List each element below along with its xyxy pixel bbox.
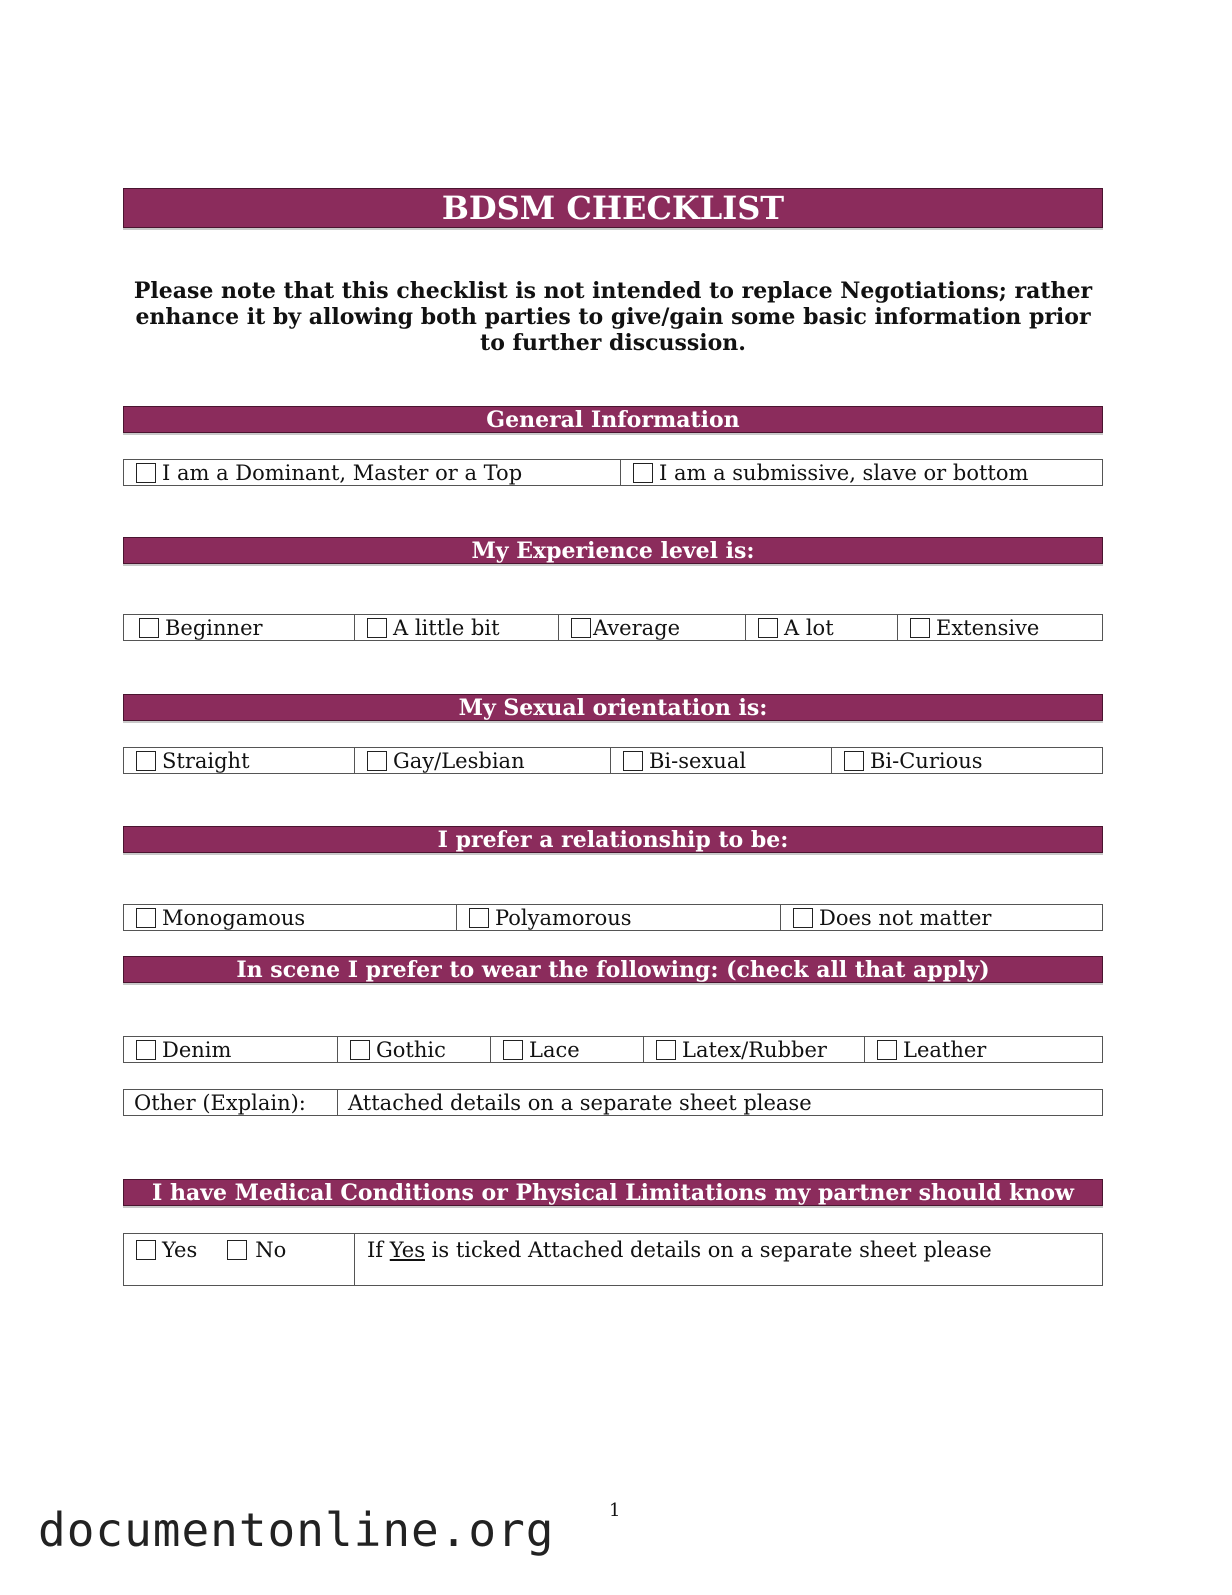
option-label: Monogamous [162,905,306,930]
option-latex-rubber[interactable] [644,1037,865,1062]
option-label: Gay/Lesbian [393,748,525,773]
option-polyamorous[interactable] [457,905,781,930]
option-straight[interactable] [124,748,355,773]
option-average[interactable] [559,615,746,640]
option-label: Bi-Curious [870,748,983,773]
option-label: I am a Dominant, Master or a Top [162,460,523,485]
medical-note-yes: Yes [389,1238,425,1262]
option-label: Gothic [376,1037,446,1062]
general-options-row [123,459,1103,486]
option-submissive[interactable] [621,460,1102,485]
wear-options-row [123,1036,1103,1063]
medical-note-prefix: If [367,1238,390,1262]
checkbox-polyamorous[interactable] [469,908,489,928]
checkbox-does-not-matter[interactable] [793,908,813,928]
medical-row [123,1233,1103,1286]
option-gothic[interactable] [338,1037,491,1062]
checkbox-denim[interactable] [136,1040,156,1060]
option-label: Average [593,615,681,640]
option-monogamous[interactable] [124,905,457,930]
option-yes[interactable] [136,1238,197,1262]
option-label: Beginner [165,615,263,640]
section-general-heading: General Information [123,406,1103,433]
option-denim[interactable] [124,1037,338,1062]
checkbox-bisexual[interactable] [623,751,643,771]
option-label: Polyamorous [495,905,632,930]
option-leather[interactable] [865,1037,1102,1062]
section-orientation-heading: My Sexual orientation is: [123,694,1103,721]
page-number: 1 [609,1500,621,1521]
footer-watermark: documentonline.org [38,1503,555,1557]
medical-note-suffix: is ticked Attached details on a separate sheet please [425,1238,992,1262]
checkbox-straight[interactable] [136,751,156,771]
intro-note: Please note that this checklist is not intended to replace Negotiations; rather enhance it by allowing both parties to give/gain some basic information prior to further discussion. [133,278,1093,356]
other-label: Other (Explain): [124,1090,338,1115]
checkbox-monogamous[interactable] [136,908,156,928]
option-label: A lot [784,615,834,640]
relationship-options-row [123,904,1103,931]
option-extensive[interactable] [898,615,1102,640]
option-label: Bi-sexual [649,748,747,773]
option-label: Leather [903,1037,987,1062]
option-dominant[interactable] [124,460,621,485]
checkbox-beginner[interactable] [139,618,159,638]
medical-options [124,1234,355,1285]
section-experience-heading: My Experience level is: [123,537,1103,564]
option-a-little-bit[interactable] [355,615,559,640]
checkbox-average[interactable] [571,618,591,638]
option-does-not-matter[interactable] [781,905,1102,930]
other-explain-field[interactable]: Attached details on a separate sheet please [348,1090,812,1115]
section-relationship-heading: I prefer a relationship to be: [123,826,1103,853]
option-no[interactable] [227,1238,286,1262]
checkbox-lace[interactable] [503,1040,523,1060]
option-label: I am a submissive, slave or bottom [659,460,1029,485]
checkbox-bi-curious[interactable] [844,751,864,771]
checkbox-latex-rubber[interactable] [656,1040,676,1060]
option-gay-lesbian[interactable] [355,748,611,773]
orientation-options-row [123,747,1103,774]
checkbox-gay-lesbian[interactable] [367,751,387,771]
section-wear-heading: In scene I prefer to wear the following: (check all that apply) [123,956,1103,983]
experience-options-row [123,614,1103,641]
option-label: Does not matter [819,905,992,930]
option-lace[interactable] [491,1037,644,1062]
section-medical-heading: I have Medical Conditions or Physical Limitations my partner should know about [123,1179,1103,1206]
option-a-lot[interactable] [746,615,898,640]
option-label: Denim [162,1037,232,1062]
option-label: No [255,1238,287,1262]
checkbox-yes[interactable] [136,1240,156,1260]
checkbox-leather[interactable] [877,1040,897,1060]
option-label: Lace [529,1037,580,1062]
checkbox-a-little-bit[interactable] [367,618,387,638]
wear-other-row [123,1089,1103,1116]
checkbox-submissive[interactable] [633,463,653,483]
option-bi-curious[interactable] [832,748,1102,773]
medical-details-field[interactable] [355,1234,1102,1285]
option-label: Straight [162,748,250,773]
option-label: A little bit [393,615,500,640]
option-label: Extensive [936,615,1040,640]
checkbox-no[interactable] [227,1240,247,1260]
checkbox-extensive[interactable] [910,618,930,638]
checkbox-gothic[interactable] [350,1040,370,1060]
checkbox-a-lot[interactable] [758,618,778,638]
option-bisexual[interactable] [611,748,832,773]
option-beginner[interactable] [124,615,355,640]
document-title: BDSM CHECKLIST [123,188,1103,228]
option-label: Latex/Rubber [682,1037,827,1062]
checkbox-dominant[interactable] [136,463,156,483]
option-label: Yes [162,1238,198,1262]
